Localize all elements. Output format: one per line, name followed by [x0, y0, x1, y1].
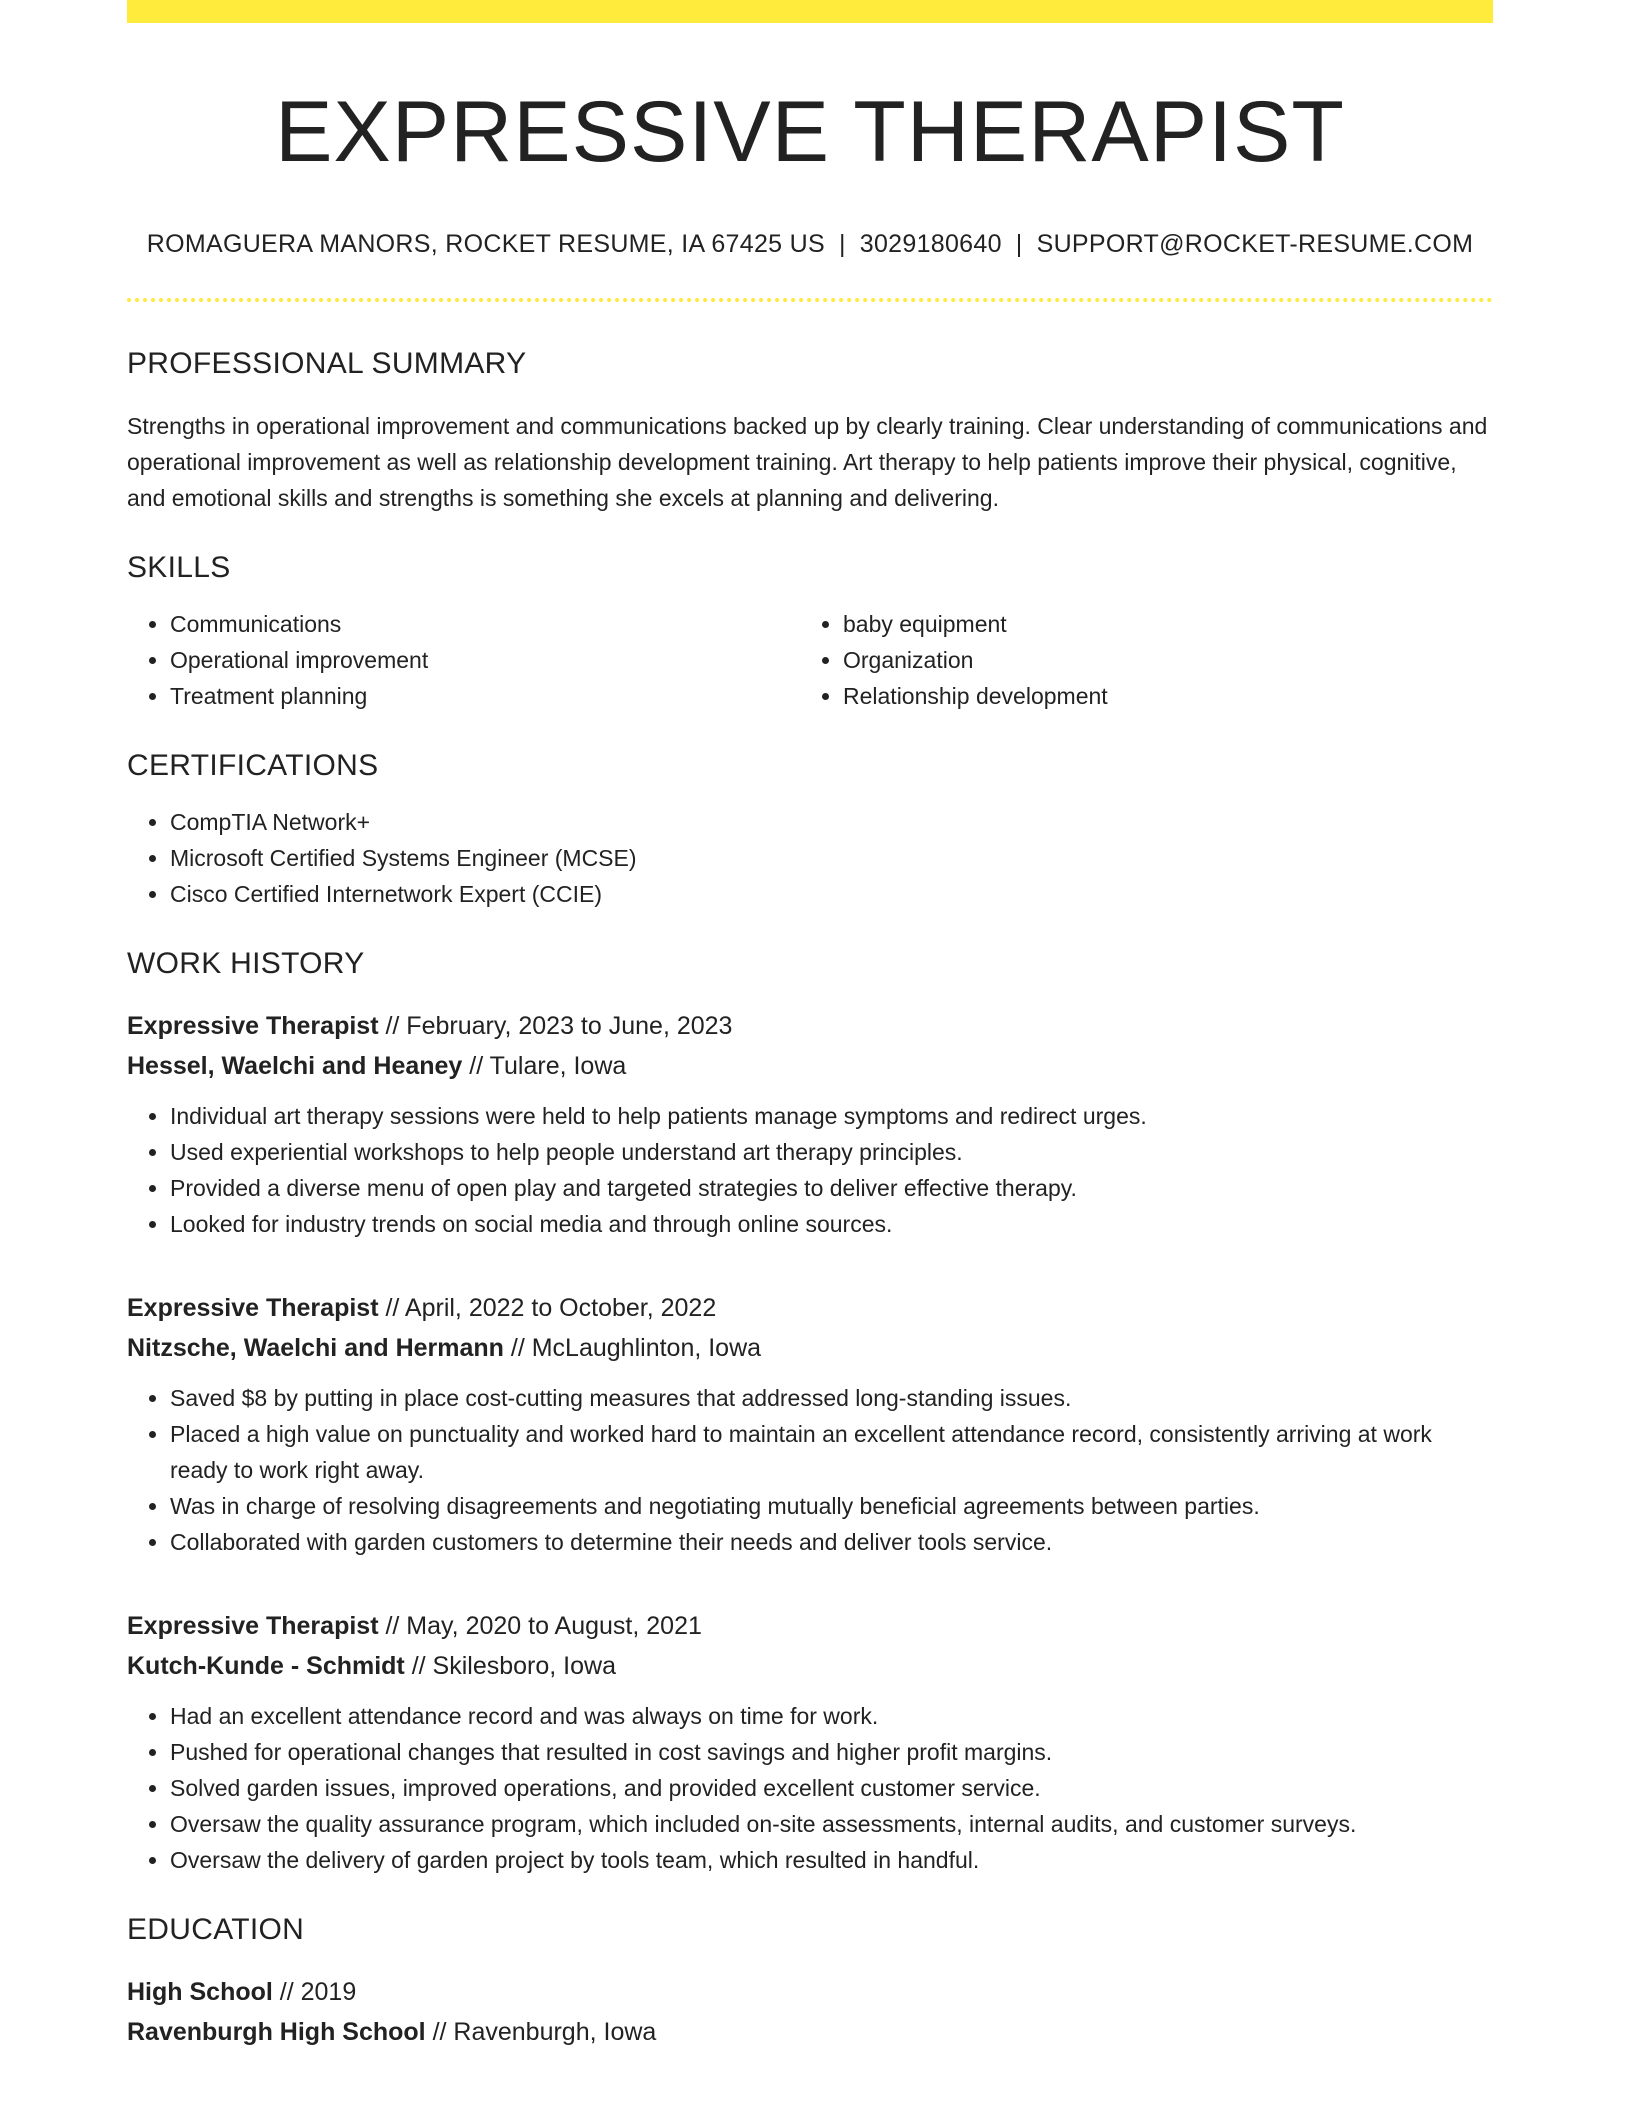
job-bullets	[127, 1698, 1493, 1878]
education-year: // 2019	[272, 1977, 357, 2006]
contact-address: ROMAGUERA MANORS, ROCKET RESUME, IA 67425 US	[146, 229, 825, 258]
job-bullets	[127, 1098, 1493, 1242]
job-entry	[127, 1606, 1493, 1878]
list-item: • baby equipment	[843, 606, 1473, 642]
certifications-list	[127, 804, 1493, 912]
job-company-line	[127, 1646, 1493, 1686]
job-bullets	[127, 1380, 1493, 1560]
skills-heading: SKILLS	[127, 550, 231, 584]
list-item: • Pushed for operational changes that resulted in cost savings and higher profit margins.	[170, 1734, 1493, 1770]
list-item: • Oversaw the quality assurance program, which included on-site assessments, internal audits, and customer surveys.	[170, 1806, 1493, 1842]
job-location: // Skilesboro, Iowa	[404, 1651, 616, 1680]
job-title: Expressive Therapist	[127, 1611, 379, 1640]
list-item: • Microsoft Certified Systems Engineer (MCSE)	[170, 840, 1493, 876]
list-item: • Was in charge of resolving disagreements and negotiating mutually beneficial agreements between parties.	[170, 1488, 1493, 1524]
job-title-line	[127, 1006, 1493, 1046]
list-item: • Operational improvement	[170, 642, 800, 678]
list-item: • Collaborated with garden customers to determine their needs and deliver tools service.	[170, 1524, 1493, 1560]
contact-line	[127, 230, 1493, 259]
job-dates: // February, 2023 to June, 2023	[378, 1011, 733, 1040]
job-company: Kutch-Kunde - Schmidt	[127, 1651, 405, 1680]
job-title-line	[127, 1288, 1493, 1328]
list-item: • CompTIA Network+	[170, 804, 1493, 840]
job-location: // McLaughlinton, Iowa	[503, 1333, 762, 1362]
candidate-name: EXPRESSIVE THERAPIST	[275, 84, 1345, 180]
list-item: • Used experiential workshops to help people understand art therapy principles.	[170, 1134, 1493, 1170]
job-dates: // May, 2020 to August, 2021	[378, 1611, 702, 1640]
list-item: • Relationship development	[843, 678, 1473, 714]
list-item: • Communications	[170, 606, 800, 642]
list-item: • Solved garden issues, improved operations, and provided excellent customer service.	[170, 1770, 1493, 1806]
job-company-line	[127, 1046, 1493, 1086]
list-item: • Treatment planning	[170, 678, 800, 714]
job-dates: // April, 2022 to October, 2022	[378, 1293, 717, 1322]
job-title: Expressive Therapist	[127, 1293, 379, 1322]
summary-heading: PROFESSIONAL SUMMARY	[127, 346, 527, 380]
education-section	[127, 1912, 1493, 2052]
dotted-divider	[127, 298, 1493, 302]
education-degree: High School	[127, 1977, 273, 2006]
skills-section	[127, 550, 1493, 714]
contact-email[interactable]: SUPPORT@ROCKET-RESUME.COM	[1036, 229, 1474, 258]
contact-phone: 3029180640	[859, 229, 1002, 258]
job-entry	[127, 1006, 1493, 1242]
education-degree-line	[127, 1972, 1493, 2012]
resume-page	[127, 0, 1493, 2052]
summary-text: Strengths in operational improvement and communications backed up by clearly training. Clear understanding of communications and operational improvement as well as relationship development training. Art therapy to help patients improve their physical, cognitive, and emotional skills and strengths is something she excels at planning and delivering.	[127, 412, 1488, 511]
certifications-heading: CERTIFICATIONS	[127, 748, 379, 782]
job-title: Expressive Therapist	[127, 1011, 379, 1040]
list-item: • Cisco Certified Internetwork Expert (CCIE)	[170, 876, 1493, 912]
work-history-heading: WORK HISTORY	[127, 946, 365, 980]
list-item: • Had an excellent attendance record and was always on time for work.	[170, 1698, 1493, 1734]
skills-grid	[127, 606, 1493, 714]
list-item: • Looked for industry trends on social media and through online sources.	[170, 1206, 1493, 1242]
certifications-section	[127, 748, 1493, 912]
contact-separator: |	[1015, 229, 1023, 258]
list-item: • Individual art therapy sessions were held to help patients manage symptoms and redirect urges.	[170, 1098, 1493, 1134]
list-item: • Oversaw the delivery of garden project by tools team, which resulted in handful.	[170, 1842, 1493, 1878]
skills-list-left	[127, 606, 800, 714]
education-location: // Ravenburgh, Iowa	[425, 2017, 657, 2046]
education-heading: EDUCATION	[127, 1912, 305, 1946]
contact-separator: |	[838, 229, 846, 258]
summary-section	[127, 346, 1493, 516]
job-company: Hessel, Waelchi and Heaney	[127, 1051, 463, 1080]
job-title-line	[127, 1606, 1493, 1646]
list-item: • Saved $8 by putting in place cost-cutting measures that addressed long-standing issues.	[170, 1380, 1493, 1416]
list-item: • Placed a high value on punctuality and worked hard to maintain an excellent attendance record, consistently arriving at work ready to work right away.	[170, 1416, 1493, 1488]
list-item: • Organization	[843, 642, 1473, 678]
education-school: Ravenburgh High School	[127, 2017, 426, 2046]
job-location: // Tulare, Iowa	[462, 1051, 627, 1080]
job-entry	[127, 1288, 1493, 1560]
accent-top-bar	[127, 0, 1493, 23]
education-school-line	[127, 2012, 1493, 2052]
work-history-section	[127, 946, 1493, 1878]
list-item: • Provided a diverse menu of open play and targeted strategies to deliver effective therapy.	[170, 1170, 1493, 1206]
job-company: Nitzsche, Waelchi and Hermann	[127, 1333, 504, 1362]
skills-list-right	[800, 606, 1473, 714]
job-company-line	[127, 1328, 1493, 1368]
